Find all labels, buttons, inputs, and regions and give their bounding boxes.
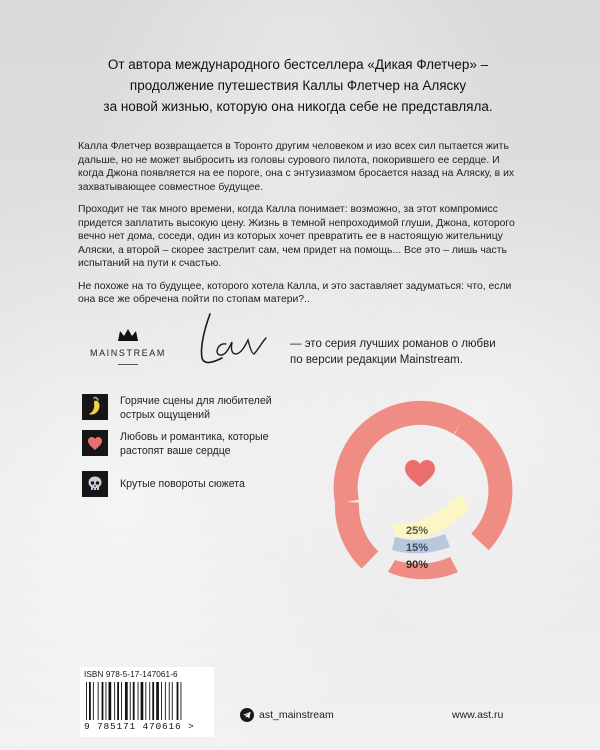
feature-plot-twists [82, 471, 322, 501]
heart-icon [405, 460, 435, 487]
heart-icon [82, 430, 108, 456]
series-line-2: по версии редакции Mainstream. [290, 354, 463, 366]
synopsis [78, 140, 528, 316]
mainstream-underline [118, 364, 138, 365]
feature-line-1: Крутые повороты сюжета [120, 478, 245, 490]
skull-icon [82, 471, 108, 497]
feature-line-2: острых ощущений [120, 408, 210, 421]
lav-logo-text: Lav [196, 308, 198, 309]
barcode-bars [86, 682, 208, 720]
isbn-label: ISBN 978-5-17-147061-6 [84, 670, 178, 679]
barcode-bar [117, 682, 119, 720]
segment-label-yellow: 25% [405, 525, 429, 537]
barcode-bar [114, 682, 115, 720]
tagline-line-3: за новой жизнью, которую она никогда себе не представляла. [103, 99, 493, 114]
barcode-bar [165, 682, 166, 720]
barcode-bar [125, 682, 128, 720]
barcode-bar [161, 682, 162, 720]
crown-icon [117, 328, 139, 342]
barcode-bar [172, 682, 173, 720]
barcode-bar [98, 682, 99, 720]
barcode-bar [102, 682, 104, 720]
barcode-digits: 9 785171 470616 > [84, 721, 195, 732]
mainstream-label: MAINSTREAM [89, 348, 166, 358]
tagline-line-1: От автора международного бестселлера «Дикая Флетчер» – [107, 57, 489, 72]
feature-icon-box [82, 430, 108, 456]
barcode-bar [177, 682, 179, 720]
barcode-bar [93, 682, 94, 720]
telegram-icon [240, 708, 254, 722]
ring-segment-main [347, 502, 370, 560]
rating-ring [320, 382, 520, 582]
barcode-bar [109, 682, 112, 720]
chili-pepper-icon [82, 394, 108, 420]
barcode-bar [89, 682, 91, 720]
barcode-bar [138, 682, 139, 720]
feature-icon-box [82, 471, 108, 497]
series-line-1: — это серия лучших романов о любви [290, 338, 496, 350]
barcode-bar [145, 682, 146, 720]
feature-line-1: Горячие сцены для любителей [120, 395, 272, 407]
synopsis-paragraph-1: Калла Флетчер возвращается в Торонто другим человеком и изо всех сил пытается жить дальше, но не может выбросить из головы сурового пилота, покорившего ее сердце. И когда Джона появляется на ее пороге, она с энтузиазмом бросается назад на Аляску, в их захватывающее совместное будущее. [78, 141, 515, 193]
segment-label-blue: 15% [405, 542, 429, 554]
barcode-bar [149, 682, 150, 720]
barcode-bar [152, 682, 154, 720]
feature-text [120, 431, 310, 458]
barcode [80, 667, 214, 737]
mainstream-logo [78, 328, 178, 365]
lav-logo [196, 308, 284, 370]
barcode-bar [169, 682, 170, 720]
feature-icon-box [82, 394, 108, 420]
barcode-bar [86, 682, 87, 720]
ring-segment-main [460, 424, 500, 542]
telegram-handle-text[interactable]: ast_mainstream [259, 709, 334, 721]
feature-line-2: растопят ваше сердце [120, 444, 231, 457]
feature-text [120, 395, 310, 422]
feature-hot-scenes [82, 394, 322, 424]
barcode-bar [133, 682, 135, 720]
tagline-line-2: продолжение путешествия Каллы Флетчер на Аляску [129, 78, 467, 93]
barcode-bar [181, 682, 182, 720]
feature-line-1: Любовь и романтика, которые [120, 431, 269, 443]
barcode-bar [106, 682, 107, 720]
ring-segment-yellow [392, 494, 470, 538]
ring-segment-main [346, 413, 460, 502]
barcode-bar [130, 682, 131, 720]
segment-label-red: 90% [405, 559, 429, 571]
barcode-bar [141, 682, 144, 720]
barcode-bar [156, 682, 159, 720]
synopsis-paragraph-2: Проходит не так много времени, когда Калла понимает: возможно, за этот компромисс придется заплатить высокую цену. Жизнь в темной непроходимой глуши, Джона, которого вечно нет дома, соседи, один из которых хочет превратить ее в настоящую жительницу Аляски, а второй – скорее застрелит сам, чем придет на помощь... Все это – лишь часть испытаний на пути к счастью. [78, 204, 515, 269]
tagline [78, 54, 518, 117]
barcode-bar [121, 682, 122, 720]
feature-text [120, 478, 310, 492]
synopsis-paragraph-3: Не похоже на то будущее, которого хотела Калла, и это заставляет задуматься: что, если она все же обречена пойти по стопам матери?.. [78, 280, 512, 305]
feature-romance [82, 430, 322, 460]
series-description [290, 336, 550, 368]
publisher-website[interactable]: www.ast.ru [452, 709, 504, 721]
